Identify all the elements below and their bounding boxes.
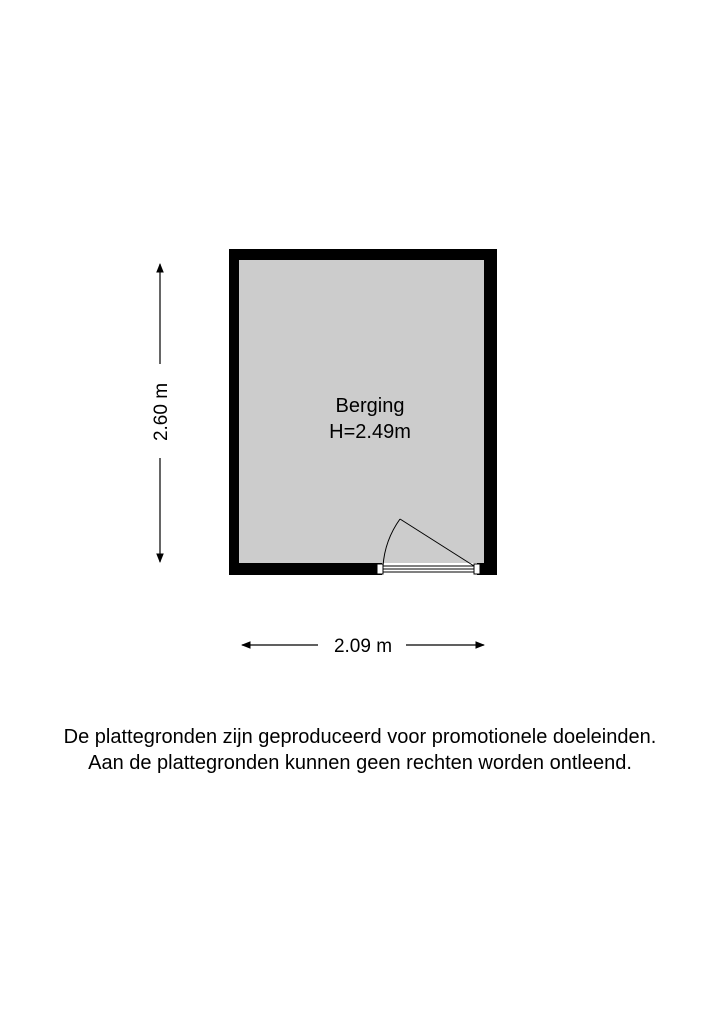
disclaimer-line-2: Aan de plattegronden kunnen geen rechten worden ontleend.: [88, 752, 632, 774]
door-jamb-right: [474, 564, 480, 574]
dimension-horizontal: [242, 636, 484, 657]
room-height: H=2.49m: [329, 421, 411, 443]
door-jamb-left: [377, 564, 383, 574]
room-name: Berging: [335, 395, 405, 417]
dimension-vertical: [151, 264, 172, 562]
room-berging: [229, 249, 497, 575]
disclaimer-line-1: De plattegronden zijn geproduceerd voor promotionele doeleinden.: [63, 726, 657, 748]
dimension-vertical-label: 2.60 m: [151, 382, 172, 442]
dimension-horizontal-label: 2.09 m: [333, 636, 393, 657]
